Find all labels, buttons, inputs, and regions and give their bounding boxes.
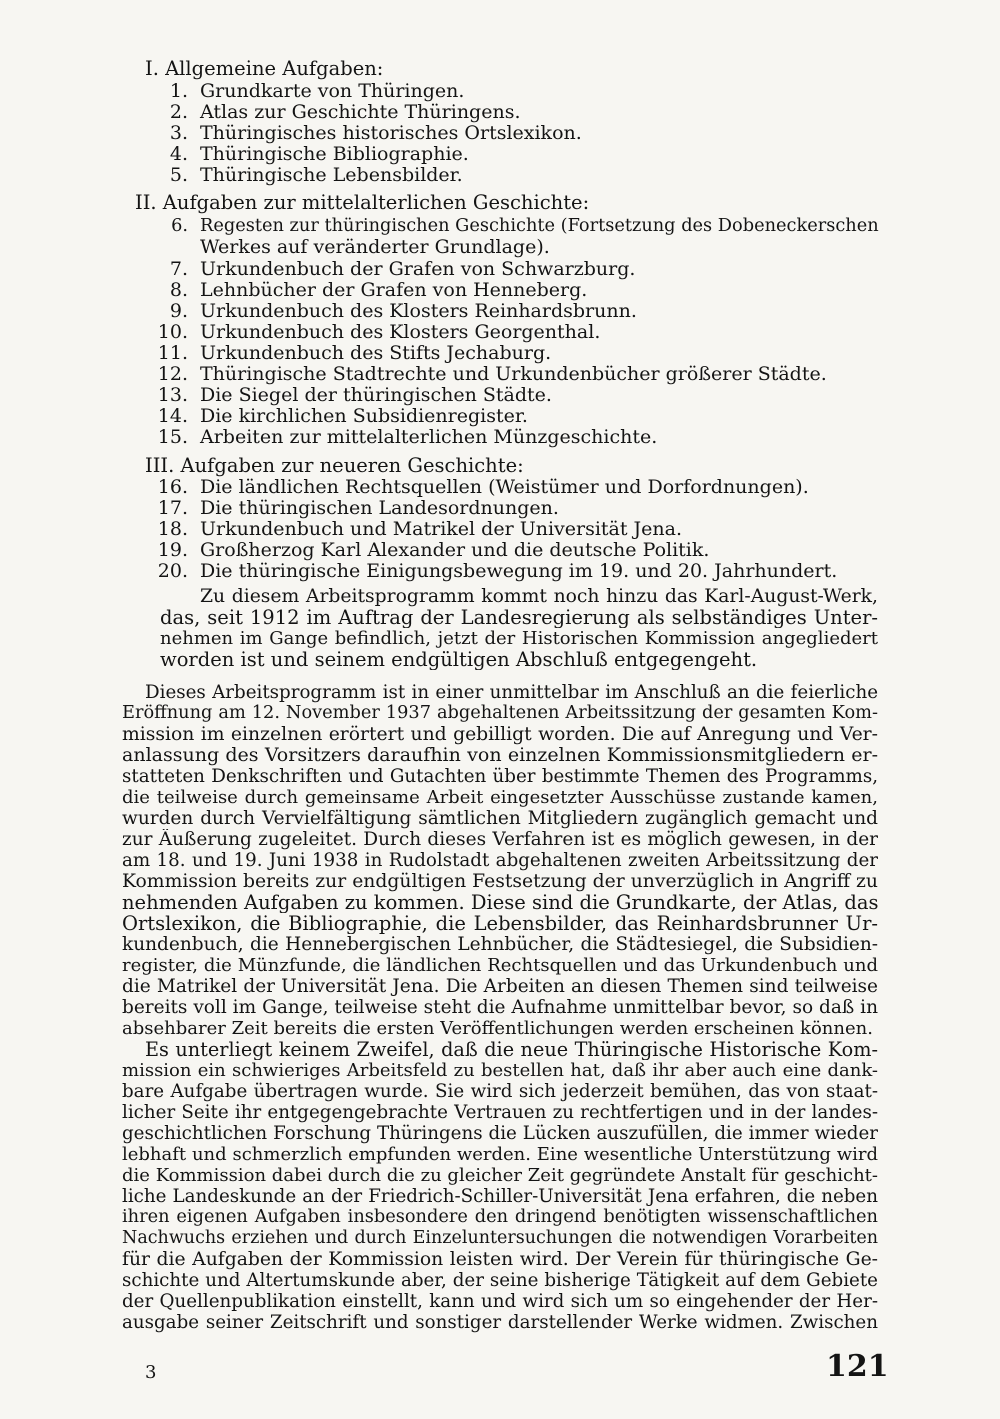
- signature-mark: 3: [145, 1362, 157, 1383]
- addendum-line: Zu diesem Arbeitsprogramm kommt noch hinzu das Karl-August-Werk,: [200, 586, 878, 607]
- list-item-continuation: Werkes auf veränderter Grundlage).: [200, 236, 550, 258]
- list-item: [157, 539, 710, 561]
- list-item: [157, 497, 559, 519]
- body-line: Nachwuchs erziehen und durch Einzeluntersuchungen die notwendigen Vorarbeiten: [122, 1228, 878, 1248]
- list-item: [171, 216, 879, 236]
- item-number: 10.: [157, 321, 188, 343]
- body-line: ausgabe seiner Zeitschrift und sonstiger darstellender Werke widmen. Zwischen: [122, 1312, 878, 1333]
- item-text: Die thüringischen Landesordnungen.: [200, 497, 559, 519]
- body-line: anlassung des Vorsitzers daraufhin von einzelnen Kommissionsmitgliedern er-: [122, 745, 878, 766]
- item-text: Regesten zur thüringischen Geschichte (Fortsetzung des Dobeneckerschen: [200, 216, 879, 236]
- addendum-line: nehmen im Gange befindlich, jetzt der Historischen Kommission angegliedert: [160, 628, 878, 649]
- item-number: 9.: [169, 300, 188, 322]
- item-number: 6.: [171, 216, 188, 236]
- body-line: die Kommission dabei durch die zu gleicher Zeit gegründete Anstalt für geschicht-: [122, 1165, 878, 1186]
- body-line: zur Äußerung zugeleitet. Durch dieses Verfahren ist es möglich gewesen, in der: [122, 829, 878, 850]
- item-number: 1.: [169, 80, 188, 102]
- body-line: Es unterliegt keinem Zweifel, daß die neue Thüringische Historische Kom-: [145, 1039, 878, 1060]
- item-text: Grundkarte von Thüringen.: [200, 80, 465, 102]
- list-item: [169, 122, 582, 144]
- body-line: liche Landeskunde an der Friedrich-Schiller-Universität Jena erfahren, die neben: [122, 1186, 878, 1207]
- list-item: [157, 560, 838, 582]
- list-item: [169, 101, 521, 123]
- item-text: Thüringisches historisches Ortslexikon.: [200, 122, 582, 144]
- item-text: Die thüringische Einigungsbewegung im 19. und 20. Jahrhundert.: [200, 560, 838, 582]
- body-line: lebhaft und schmerzlich empfunden werden. Eine wesentliche Unterstützung wird: [122, 1144, 878, 1165]
- item-number: 7.: [169, 258, 188, 280]
- section-title-3: III. Aufgaben zur neueren Geschichte:: [145, 454, 524, 477]
- item-text: Urkundenbuch des Klosters Georgenthal.: [200, 321, 601, 343]
- body-line: mission ein schwieriges Arbeitsfeld zu bestellen hat, daß ihr aber auch eine dank-: [122, 1060, 878, 1081]
- list-item: [157, 426, 658, 448]
- item-text: Die Siegel der thüringischen Städte.: [200, 384, 552, 406]
- body-line: Eröffnung am 12. November 1937 abgehaltenen Arbeitssitzung der gesamten Kom-: [122, 703, 878, 723]
- page-number: 121: [826, 1349, 889, 1384]
- body-line: licher Seite ihr entgegengebrachte Vertrauen zu rechtfertigen und in der landes-: [122, 1102, 878, 1123]
- list-item: [157, 321, 601, 343]
- item-number: 8.: [169, 279, 188, 301]
- item-text: Urkundenbuch des Klosters Reinhardsbrunn.: [200, 300, 637, 322]
- list-item: [169, 258, 636, 280]
- body-line: nehmenden Aufgaben zu kommen. Diese sind die Grundkarte, der Atlas, das: [122, 892, 878, 913]
- list-item: [157, 384, 552, 406]
- item-number: 11.: [157, 342, 188, 364]
- body-line: ihren eigenen Aufgaben insbesondere den dringend benötigten wissenschaftlichen: [122, 1207, 878, 1227]
- body-line: kundenbuch, die Hennebergischen Lehnbücher, die Städtesiegel, die Subsidien-: [122, 934, 878, 955]
- item-text: Die kirchlichen Subsidienregister.: [200, 405, 528, 427]
- body-line: der Quellenpublikation einstellt, kann und wird sich um so eingehender der Her-: [122, 1291, 878, 1312]
- item-number: 2.: [169, 101, 188, 123]
- section-title-2: II. Aufgaben zur mittelalterlichen Geschichte:: [135, 191, 590, 214]
- list-item: [169, 300, 637, 322]
- list-item: [169, 80, 465, 102]
- addendum-line: das, seit 1912 im Auftrag der Landesregierung als selbständiges Unter-: [160, 607, 878, 628]
- body-line: bare Aufgabe übertragen wurde. Sie wird sich jederzeit bemühen, das von staat-: [122, 1081, 878, 1102]
- item-number: 18.: [157, 518, 188, 540]
- item-text: Thüringische Lebensbilder.: [200, 164, 463, 186]
- body-line: geschichtlichen Forschung Thüringens die Lücken auszufüllen, die immer wieder: [122, 1123, 878, 1144]
- item-text: Arbeiten zur mittelalterlichen Münzgeschichte.: [200, 426, 658, 448]
- item-text: Großherzog Karl Alexander und die deutsche Politik.: [200, 539, 710, 561]
- body-line: Dieses Arbeitsprogramm ist in einer unmittelbar im Anschluß an die feierliche: [145, 682, 878, 703]
- body-line: am 18. und 19. Juni 1938 in Rudolstadt abgehaltenen zweiten Arbeitssitzung der: [122, 850, 878, 871]
- list-item: [169, 143, 469, 165]
- list-item: [157, 476, 809, 498]
- item-text: Die ländlichen Rechtsquellen (Weistümer und Dorfordnungen).: [200, 476, 809, 498]
- item-text: Lehnbücher der Grafen von Henneberg.: [200, 279, 588, 301]
- item-number: 4.: [169, 143, 188, 165]
- item-text: Atlas zur Geschichte Thüringens.: [200, 101, 521, 123]
- item-text: Thüringische Bibliographie.: [200, 143, 469, 165]
- section-title-1: I. Allgemeine Aufgaben:: [145, 57, 384, 80]
- addendum-line: worden ist und seinem endgültigen Abschluß entgegengeht.: [160, 649, 758, 670]
- item-number: 19.: [157, 539, 188, 561]
- item-number: 3.: [169, 122, 188, 144]
- body-line: bereits voll im Gange, teilweise steht die Aufnahme unmittelbar bevor, so daß in: [122, 997, 878, 1018]
- item-number: 12.: [157, 363, 188, 385]
- body-line: die teilweise durch gemeinsame Arbeit eingesetzter Ausschüsse zustande kamen,: [122, 787, 878, 808]
- body-line: register, die Münzfunde, die ländlichen Rechtsquellen und das Urkundenbuch und: [122, 955, 878, 976]
- body-line: die Matrikel der Universität Jena. Die Arbeiten an diesen Themen sind teilweise: [122, 976, 878, 997]
- item-text: Urkundenbuch der Grafen von Schwarzburg.: [200, 258, 636, 280]
- item-number: 20.: [157, 560, 188, 582]
- list-item: [157, 405, 528, 427]
- body-line: Ortslexikon, die Bibliographie, die Lebensbilder, das Reinhardsbrunner Ur-: [122, 913, 878, 934]
- list-item: [169, 164, 463, 186]
- body-line: absehbarer Zeit bereits die ersten Veröffentlichungen werden erscheinen können.: [122, 1018, 873, 1039]
- body-line: mission im einzelnen erörtert und gebilligt worden. Die auf Anregung und Ver-: [122, 724, 878, 745]
- list-item: [157, 363, 827, 385]
- list-item: [169, 279, 588, 301]
- body-line: Kommission bereits zur endgültigen Festsetzung der unverzüglich in Angriff zu: [122, 871, 878, 892]
- item-number: 13.: [157, 384, 188, 406]
- item-text: Thüringische Stadtrechte und Urkundenbücher größerer Städte.: [200, 363, 827, 385]
- item-number: 15.: [157, 426, 188, 448]
- body-line: für die Aufgaben der Kommission leisten wird. Der Verein für thüringische Ge-: [122, 1249, 878, 1270]
- item-text: Urkundenbuch des Stifts Jechaburg.: [200, 342, 552, 364]
- item-number: 16.: [157, 476, 188, 498]
- body-line: statteten Denkschriften und Gutachten über bestimmte Themen des Programms,: [122, 766, 878, 787]
- item-text: Urkundenbuch und Matrikel der Universität Jena.: [200, 518, 683, 540]
- item-number: 5.: [169, 164, 188, 186]
- list-item: [157, 518, 683, 540]
- list-item: [157, 342, 552, 364]
- item-number: 17.: [157, 497, 188, 519]
- item-number: 14.: [157, 405, 188, 427]
- body-line: wurden durch Vervielfältigung sämtlichen Mitgliedern zugänglich gemacht und: [122, 808, 878, 829]
- body-line: schichte und Altertumskunde aber, der seine bisherige Tätigkeit auf dem Gebiete: [122, 1270, 878, 1291]
